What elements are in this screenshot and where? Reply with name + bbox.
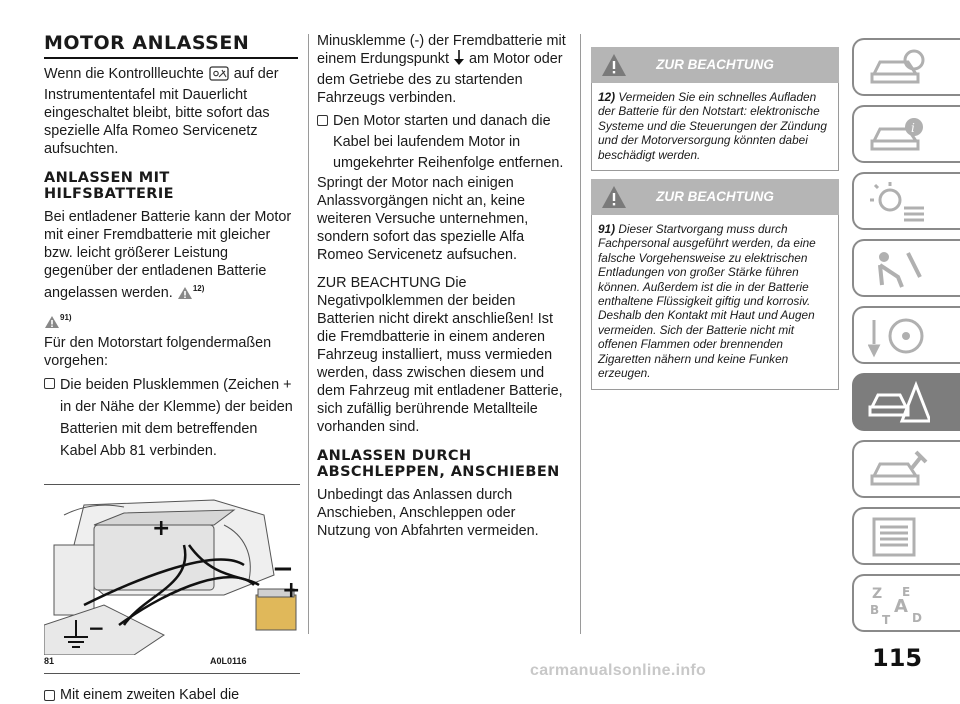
tab-emergency[interactable] [852,373,960,431]
column-3 [591,47,839,398]
tab-maintenance[interactable] [852,440,960,498]
paragraph-jump-start: Bei entladener Batterie kann der Motor mit einer Fremdbatterie mit gleicher bzw. leicht größerer Leistung gegenüber der entladenen Batterie angelassen werden. $^{12)}$ [44,208,298,305]
column-divider [580,34,581,634]
svg-text:A: A [894,596,908,617]
tab-steering[interactable] [852,306,960,364]
figure-number: 81 [44,656,55,666]
warning-triangle-icon [601,185,627,223]
bullet-item: Den Motor starten und danach die Kabel bei laufendem Motor in umgekehrter Reihenfolge entfernen. [317,111,569,174]
ground-symbol-icon [453,50,465,71]
car-info-icon [868,113,930,157]
section-title-towing: ANLASSEN DURCH ABSCHLEPPEN, ANSCHIEBEN [317,448,560,480]
bullet-item: Mit einem zweiten Kabel die [44,686,298,704]
tab-index[interactable] [852,574,960,632]
car-dashboard-icon [868,46,930,90]
steering-icon [868,314,930,358]
svg-text:−: − [88,616,105,640]
warning-header: ZUR BEACHTUNG [591,179,839,215]
reference-12: 12) [192,284,205,293]
svg-text:Z: Z [872,586,883,602]
column-2 [317,32,569,544]
tab-airbag[interactable] [852,239,960,297]
svg-text:+: + [282,578,300,603]
column-divider [308,34,309,634]
index-icon [868,582,930,626]
paragraph-warning-light: Wenn die Kontrollleuchte auf der Instrumententafel mit Dauerlicht eingeschaltet bleibt, bitte sofort das spezielle Alfa Romeo Servicenetz aufsuchten. [44,66,279,157]
warning-body: 12) Vermeiden Sie ein schnelles Aufladen der Batterie für den Notstart: elektronische Systeme und die Steuerungen der Zündung und der Motorversorgung könnten dabei beschädigt werden. [591,83,839,171]
warning-box-12 [591,47,839,171]
svg-text:−: − [272,554,294,584]
maintenance-icon [868,448,930,492]
watermark: carmanualsonline.info [530,662,707,679]
page-number: 115 [872,644,923,672]
tab-car-dashboard[interactable] [852,38,960,96]
warning-triangle-icon [44,315,60,334]
bullet-box-icon [44,690,55,701]
paragraph-procedure: Für den Motorstart folgendermaßen vorgehen: [44,335,272,369]
emergency-icon [868,381,930,425]
warning-triangle-icon [177,286,193,305]
reference-line [44,309,298,334]
tab-car-info[interactable] [852,105,960,163]
warning-body: 91) Dieser Startvorgang muss durch Fachpersonal ausgeführt werden, da eine falsche Vorgehensweise zu elektrischen Entladungen von großer Stärke führen können. Außerdem ist die in der Batterie enthaltene Flüssigkeit giftig und korrosiv. Deshalb den Kontakt mit Haut und Augen vermeiden. Sich der Batterie nicht mit offenen Flammen oder brennenden Zigaretten nähern und keine Funken erzeugen. [591,215,839,389]
reference-91: 91) [60,313,72,322]
svg-text:T: T [882,613,891,626]
paragraph-note: ZUR BEACHTUNG Die Negativpolklemmen der beiden Batterien nicht direkt anschließen! Ist die Fremdbatterie in einem anderen Fahrzeug installiert, muss vermieden werden, dass zwischen diesem und dem Fahrzeug mit entladener Batterie, sich zufällig berührende Metallteile vorhanden sind. [317,275,563,435]
column-1 [44,32,298,704]
warning-header: ZUR BEACHTUNG [591,47,839,83]
warning-triangle-icon [601,53,627,91]
section-title-jump-start: ANLASSEN MIT HILFSBATTERIE [44,170,174,202]
figure-battery-jump [44,484,300,674]
bullet-item: Die beiden Plusklemmen (Zeichen + in der Nähe der Klemme) der beiden Batterien mit dem betreffenden Kabel Abb 81 verbinden. [44,374,298,462]
svg-text:+: + [152,516,171,541]
svg-text:E: E [902,585,911,599]
warning-box-91 [591,179,839,389]
paragraph-ground: Minusklemme (-) der Fremdbatterie mit einem Erdungspunkt am Motor oder dem Getriebe des zu startenden Fahrzeugs verbinden. [317,33,566,106]
airbag-icon [868,247,930,291]
figure-code: A0L0116 [210,656,247,666]
specs-icon [868,515,930,559]
svg-text:B: B [870,603,880,617]
lights-icon [868,180,930,224]
svg-text:i: i [911,121,915,135]
paragraph-no-start: Springt der Motor nach einigen Anlassvorgängen nicht an, keine weiteren Versuche unternehmen, sondern sofort das spezielle Alfa Romeo Servicenetz aufsuchen. [317,175,529,263]
battery-illustration [44,485,300,655]
page-title: MOTOR ANLASSEN [44,32,298,59]
paragraph-towing: Unbedingt das Anlassen durch Anschieben, Anschleppen oder Nutzung von Abfahrten vermeiden. [317,487,539,539]
bullet-box-icon [317,115,328,126]
warning-light-icon [208,65,230,86]
svg-text:D: D [912,611,922,625]
tab-specs[interactable] [852,507,960,565]
bullet-box-icon [44,378,55,389]
tab-lights[interactable] [852,172,960,230]
